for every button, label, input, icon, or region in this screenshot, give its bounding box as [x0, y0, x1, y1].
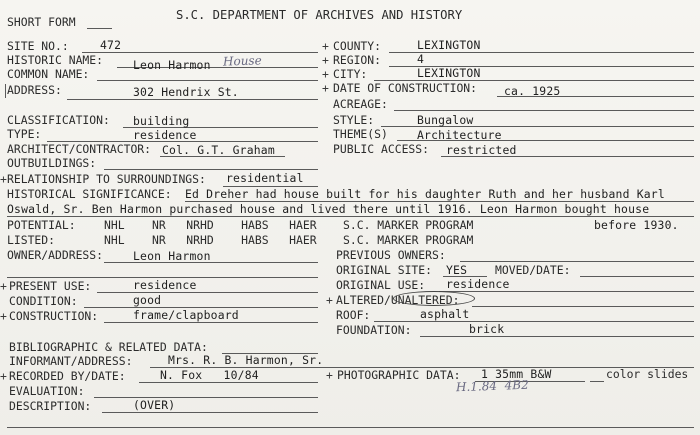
- date-construction-label: DATE OF CONSTRUCTION:: [333, 81, 478, 95]
- address-bracket: [5, 84, 6, 98]
- short-form-blank: [87, 28, 112, 29]
- architect-value: Col. G.T. Graham: [162, 143, 275, 157]
- informant-label: INFORMANT/ADDRESS:: [9, 354, 133, 368]
- foundation-line: [420, 336, 694, 337]
- listed-label: LISTED:: [7, 233, 56, 247]
- address-value: 302 Hendrix St.: [133, 85, 239, 99]
- bibliographic-label: BIBLIOGRAPHIC & RELATED DATA:: [9, 340, 208, 354]
- county-line: [389, 52, 694, 53]
- site-no-line: [82, 52, 318, 53]
- outbuildings-line: [104, 169, 318, 170]
- significance-rule-2: [7, 216, 694, 217]
- address-label: ADDRESS:: [7, 83, 62, 97]
- description-line-2: [7, 427, 694, 428]
- color-slides-label: color slides: [606, 367, 689, 381]
- site-no-value: 472: [100, 38, 122, 52]
- themes-value: Architecture: [417, 128, 502, 142]
- photographic-handwritten: H.1.84 4B2: [455, 377, 529, 395]
- original-site-label: ORIGINAL SITE:: [336, 263, 433, 277]
- plus-mark: +: [322, 53, 329, 67]
- unaltered-circle: [393, 291, 475, 306]
- classification-value: building: [133, 114, 190, 128]
- site-no-label: SITE NO.:: [7, 39, 69, 53]
- style-value: Bungalow: [417, 113, 474, 127]
- short-form-label: SHORT FORM: [7, 15, 76, 29]
- construction-value: frame/clapboard: [133, 308, 239, 322]
- owner-value: Leon Harmon: [133, 249, 211, 263]
- acreage-line: [394, 110, 694, 111]
- classification-label: CLASSIFICATION:: [7, 113, 110, 127]
- condition-value: good: [133, 293, 162, 307]
- listed-codes: NHL NR NRHD HABS HAER: [104, 233, 317, 247]
- plus-mark: +: [322, 81, 329, 95]
- relationship-value: residential: [226, 171, 304, 185]
- moved-date-label: MOVED/DATE:: [495, 263, 571, 277]
- color-slides-blank: [590, 381, 604, 382]
- county-value: LEXINGTON: [417, 38, 481, 52]
- city-label: CITY:: [333, 67, 368, 81]
- original-use-label: ORIGINAL USE:: [336, 278, 426, 292]
- plus-mark: +: [0, 279, 7, 293]
- photographic-label: PHOTOGRAPHIC DATA:: [337, 368, 461, 382]
- evaluation-line: [94, 397, 318, 398]
- sc-marker-program-1: S.C. MARKER PROGRAM: [343, 218, 474, 232]
- type-label: TYPE:: [7, 127, 42, 141]
- historic-name-value: Leon Harmon: [133, 58, 211, 72]
- region-label: REGION:: [333, 53, 382, 67]
- public-access-value: restricted: [446, 143, 517, 157]
- plus-mark: +: [326, 293, 333, 307]
- plus-mark: +: [322, 39, 329, 53]
- acreage-label: ACREAGE:: [333, 97, 388, 111]
- construction-label: CONSTRUCTION:: [9, 309, 99, 323]
- relationship-label: RELATIONSHIP TO SURROUNDINGS:: [7, 172, 206, 186]
- sc-marker-program-2: S.C. MARKER PROGRAM: [343, 233, 474, 247]
- description-label: DESCRIPTION:: [9, 399, 92, 413]
- significance-label: HISTORICAL SIGNIFICANCE:: [7, 187, 172, 201]
- historic-name-handwritten: House: [222, 53, 262, 69]
- original-use-line: [439, 291, 694, 292]
- evaluation-label: EVALUATION:: [9, 384, 85, 398]
- photographic-value: 1 35mm B&W: [481, 367, 552, 381]
- roof-label: ROOF:: [336, 308, 371, 322]
- condition-label: CONDITION:: [9, 294, 78, 308]
- type-value: residence: [133, 128, 197, 142]
- plus-mark: +: [322, 67, 329, 81]
- plus-mark: +: [326, 368, 333, 382]
- foundation-value: brick: [469, 322, 505, 336]
- previous-owners-label: PREVIOUS OWNERS:: [336, 248, 446, 262]
- construction-line: [104, 322, 318, 323]
- roof-line: [374, 321, 694, 322]
- previous-owners-line: [460, 261, 694, 262]
- recorded-value: N. Fox 10/84: [160, 368, 259, 382]
- present-use-label: PRESENT USE:: [9, 279, 92, 293]
- city-value: LEXINGTON: [417, 66, 481, 80]
- potential-codes: NHL NR NRHD HABS HAER: [104, 218, 317, 232]
- original-use-value: residence: [446, 277, 510, 291]
- owner-label: OWNER/ADDRESS:: [7, 248, 104, 262]
- plus-mark: +: [0, 369, 7, 383]
- plus-mark: +: [0, 172, 7, 186]
- roof-value: asphalt: [420, 307, 470, 321]
- description-value: (OVER): [133, 398, 176, 412]
- historic-name-label: HISTORIC NAME:: [7, 53, 104, 67]
- present-use-line: [97, 292, 318, 293]
- date-construction-value: ca. 1925: [504, 84, 561, 98]
- address-line: [67, 99, 318, 100]
- informant-value: Mrs. R. B. Harmon, Sr.: [168, 353, 324, 367]
- altered-line: [472, 306, 694, 307]
- foundation-label: FOUNDATION:: [336, 323, 412, 337]
- region-value: 4: [417, 52, 425, 66]
- style-label: STYLE:: [333, 113, 375, 127]
- significance-line-3: before 1930.: [594, 218, 679, 232]
- recorded-line: [139, 382, 318, 383]
- county-label: COUNTY:: [333, 39, 382, 53]
- significance-line-2: Oswald, Sr. Ben Harmon purchased house and lived there until 1916. Leon Harmon bought house: [7, 202, 650, 216]
- description-line: [102, 412, 318, 413]
- original-site-value: YES: [446, 263, 468, 277]
- significance-line-1: Ed Dreher had house built for his daughter Ruth and her husband Karl: [185, 187, 665, 201]
- common-name-line: [97, 80, 318, 81]
- potential-label: POTENTIAL:: [7, 218, 76, 232]
- public-access-label: PUBLIC ACCESS:: [333, 142, 430, 156]
- architect-label: ARCHITECT/CONTRACTOR:: [7, 142, 152, 156]
- common-name-label: COMMON NAME:: [7, 67, 90, 81]
- themes-label: THEME(S): [333, 127, 388, 141]
- altered-label: ALTERED/UNALTERED:: [336, 293, 460, 307]
- present-use-value: residence: [133, 278, 197, 292]
- recorded-label: RECORDED BY/DATE:: [9, 369, 126, 383]
- moved-date-line: [580, 276, 694, 277]
- plus-mark: +: [0, 309, 7, 323]
- outbuildings-label: OUTBUILDINGS:: [7, 156, 97, 170]
- form-title: S.C. DEPARTMENT OF ARCHIVES AND HISTORY: [176, 8, 463, 22]
